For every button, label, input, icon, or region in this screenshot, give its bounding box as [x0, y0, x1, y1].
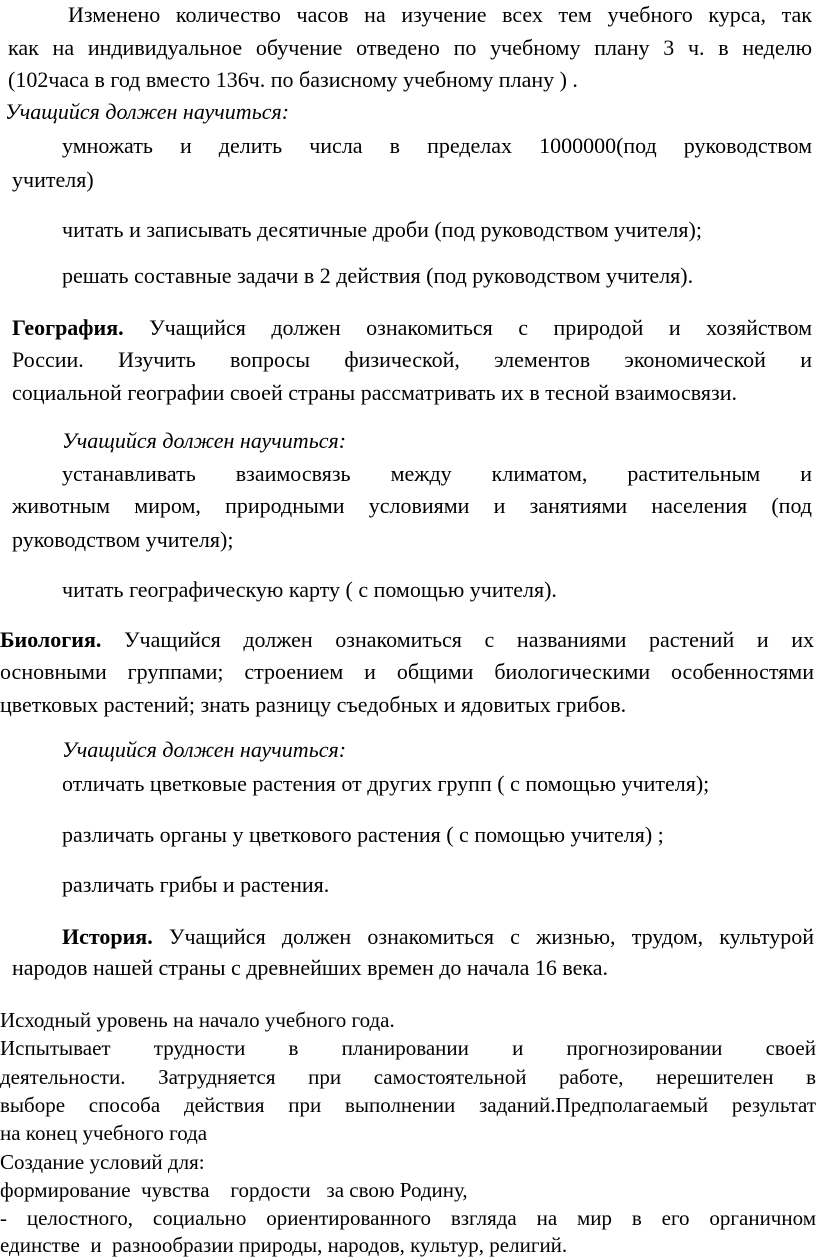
- geography-skill: животным миром, природными условиями и занятиями населения (под: [12, 493, 812, 518]
- level-line: выборе способа действия при выполнении заданий.Предполагаемый результат: [0, 1093, 816, 1117]
- biology-line: цветковых растений; знать разницу съедобных и ядовитых грибов.: [0, 692, 627, 717]
- math-skill: читать и записывать десятичные дроби (под руководством учителя);: [62, 217, 702, 242]
- intro-line: (102часа в год вместо 136ч. по базисному учебному плану ) .: [8, 67, 578, 92]
- level-line: Исходный уровень на начало учебного года.: [0, 1008, 395, 1032]
- level-line: формирование чувства гордости за свою Родину,: [0, 1178, 468, 1202]
- level-line: деятельности. Затрудняется при самостоятельной работе, нерешителен в: [0, 1065, 816, 1089]
- biology-skill: отличать цветковые растения от других групп ( с помощью учителя);: [62, 771, 710, 796]
- biology-line: Биология. Учащийся должен ознакомиться с названиями растений и их: [0, 627, 814, 652]
- level-line: Испытывает трудности в планировании и прогнозировании своей: [0, 1036, 816, 1060]
- biology-skill: различать органы у цветкового растения ( с помощью учителя) ;: [62, 822, 664, 847]
- history-line: народов нашей страны с древнейших времен до начала 16 века.: [12, 955, 608, 980]
- geography-skill: руководством учителя);: [12, 527, 234, 552]
- biology-heading: Учащийся должен научиться:: [62, 737, 347, 762]
- geography-skill: читать географическую карту ( с помощью учителя).: [62, 577, 557, 602]
- biology-line: основными группами; строением и общими биологическими особенностями: [0, 659, 814, 684]
- geography-line: социальной географии своей страны рассматривать их в тесной взаимосвязи.: [12, 380, 737, 405]
- geography-line: России. Изучить вопросы физической, элементов экономической и: [12, 347, 812, 372]
- math-skill: умножать и делить числа в пределах 1000000(под руководством: [62, 133, 812, 158]
- math-skill: учителя): [12, 167, 94, 192]
- level-line: Создание условий для:: [0, 1150, 205, 1174]
- biology-skill: различать грибы и растения.: [62, 872, 330, 897]
- intro-line: как на индивидуальное обучение отведено по учебному плану 3 ч. в неделю: [8, 35, 812, 60]
- level-line: на конец учебного года: [0, 1121, 208, 1145]
- history-title: История.: [62, 924, 153, 949]
- geography-line: География. Учащийся должен ознакомиться с природой и хозяйством: [12, 315, 812, 340]
- math-heading: Учащийся должен научиться:: [5, 99, 290, 124]
- geography-title: География.: [12, 315, 124, 340]
- geography-skill: устанавливать взаимосвязь между климатом, растительным и: [62, 461, 812, 486]
- math-skill: решать составные задачи в 2 действия (под руководством учителя).: [62, 263, 694, 288]
- biology-title: Биология.: [0, 627, 102, 652]
- intro-line: Изменено количество часов на изучение всех тем учебного курса, так: [68, 2, 812, 27]
- level-line: - целостного, социально ориентированного взгляда на мир в его органичном: [0, 1206, 816, 1230]
- history-line: История. Учащийся должен ознакомиться с жизнью, трудом, культурой: [62, 924, 814, 949]
- level-line: единстве и разнообразии природы, народов, культур, религий.: [0, 1233, 568, 1257]
- geography-heading: Учащийся должен научиться:: [62, 428, 347, 453]
